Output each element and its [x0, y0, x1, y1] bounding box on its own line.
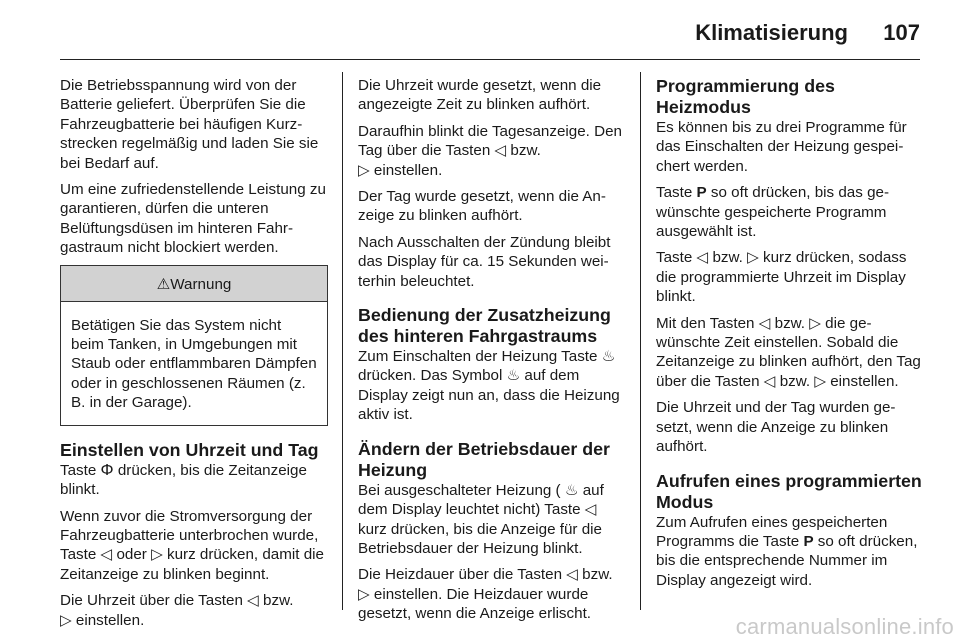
right-key-icon: ▷ — [358, 160, 370, 179]
warning-header — [61, 266, 327, 302]
left-key-icon: ◁ — [758, 313, 771, 332]
paragraph-program-set: Die Uhrzeit und der Tag wurden gesetzt, wenn die Anzeige zu blinken aufhört. — [656, 399, 896, 456]
chapter-title: Klimatisierung — [695, 20, 848, 45]
paragraph-set-time: Die Uhrzeit über die Tasten ◁ bzw. ▷ einstellen. — [60, 591, 294, 629]
paragraph-set-program-time: Mit den Tasten ◁ bzw. ▷ die gewünschte Zeit einstellen. Sobald die Zeitanzeige zu blinken aufhört, den Tag über die Tasten ◁ bzw. ▷ einstellen. — [656, 313, 921, 390]
right-key-icon: ▷ — [60, 610, 72, 629]
paragraph-clock-key: Taste Ф drücken, bis die Zeitanzeige blinkt. — [60, 460, 307, 499]
paragraph-p-key: Taste P so oft drücken, bis das gewünschte gespeicherte Programm ausgewählt ist. — [656, 184, 890, 241]
warning-title: Warnung — [170, 275, 232, 293]
heading-recall-program: Aufrufen eines programmierten Modus — [656, 470, 922, 512]
page-number: 107 — [883, 20, 920, 45]
paragraph-time-set: Die Uhrzeit wurde gesetzt, wenn die angezeigte Zeit zu blinken aufhört. — [358, 77, 602, 114]
left-key-icon: ◁ — [247, 591, 259, 610]
heading-program-mode: Programmierung des Heizmodus — [656, 76, 835, 117]
column-1 — [60, 76, 328, 637]
heading-change-duration: Ändern der Betriebsdauer der Heizung — [358, 438, 610, 480]
right-key-icon: ▷ — [809, 313, 821, 332]
left-key-icon: ◁ — [566, 565, 578, 584]
left-key-icon: ◁ — [584, 500, 597, 519]
p-key-label: P — [696, 184, 707, 202]
paragraph-duration: Bei ausgeschalteter Heizung ( ♨ auf dem Display leuchtet nicht) Taste ◁ kurz drücken, bis die Anzeige für die Betriebsdauer der Heizung blinkt. — [358, 480, 604, 557]
warning-text: Betätigen Sie das System nicht beim Tanken, in Umgebungen mit Staub oder entflammbaren Dämpfen oder in geschlossenen Räumen (z. B. in der Garage). — [71, 316, 317, 412]
paragraph-battery: Die Betriebsspannung wird von der Batterie geliefert. Überprüfen Sie die Fahrzeugbatterie bei häufigen Kurzstrecken regelmäßig und laden Sie sie bei Bedarf auf. — [60, 77, 319, 172]
left-key-icon: ◁ — [100, 545, 113, 564]
column-divider-1 — [342, 72, 343, 610]
heater-icon: ♨ — [506, 366, 521, 385]
clock-key-icon: Ф — [100, 460, 114, 479]
watermark: carmanualsonline.info — [735, 614, 954, 639]
paragraph-recall: Zum Aufrufen eines gespeicherten Programms die Taste P so oft drücken, bis die entsprechende Nummer im Display angezeigt wird. — [656, 513, 918, 589]
heading-operate-heater: Bedienung der Zusatzheizung des hinteren Fahrgastraums — [358, 305, 611, 347]
paragraph-heating-time: Die Heizdauer über die Tasten ◁ bzw. ▷ einstellen. Die Heizdauer wurde gesetzt, wenn die Anzeige erlischt. — [358, 565, 613, 623]
column-2 — [358, 76, 624, 631]
paragraph-display-light: Nach Ausschalten der Zündung bleibt das Display für ca. 15 Sekunden weiterhin beleuchtet. — [358, 233, 611, 290]
column-divider-2 — [640, 72, 641, 610]
right-key-icon: ▷ — [358, 584, 370, 603]
heater-icon: ♨ — [601, 347, 616, 366]
heading-set-clock: Einstellen von Uhrzeit und Tag — [60, 439, 319, 460]
warning-icon: ⚠ — [156, 274, 171, 293]
paragraph-day-set: Der Tag wurde gesetzt, wenn die Anzeige zu blinken aufhört. — [358, 188, 606, 225]
paragraph-power-loss: Wenn zuvor die Stromversorgung der Fahrzeugbatterie unterbrochen wurde, Taste ◁ oder ▷ kurz drücken, damit die Zeitanzeige zu blinken beginnt. — [60, 507, 324, 583]
right-key-icon: ▷ — [151, 545, 163, 564]
paragraph-day-display: Daraufhin blinkt die Tagesanzeige. Den Tag über die Tasten ◁ bzw. ▷ einstellen. — [358, 122, 622, 179]
paragraph-vents: Um eine zufriedenstellende Leistung zu garantieren, dürfen die unteren Belüftungsdüsen im hinteren Fahrgastraum nicht blockiert werden. — [60, 181, 326, 257]
column-3 — [656, 76, 924, 597]
paragraph-heater-on: Zum Einschalten der Heizung Taste ♨ drücken. Das Symbol ♨ auf dem Display zeigt nun an, dass die Heizung aktiv ist. — [358, 347, 620, 424]
heater-icon: ♨ — [564, 480, 579, 499]
left-key-icon: ◁ — [763, 371, 776, 390]
left-key-icon: ◁ — [696, 248, 709, 267]
p-key-label: P — [803, 532, 814, 550]
right-key-icon: ▷ — [814, 371, 827, 390]
page-header — [60, 14, 920, 60]
paragraph-programs: Es können bis zu drei Programme für das Einschalten der Heizung gespeichert werden. — [656, 119, 907, 175]
right-key-icon: ▷ — [747, 248, 759, 267]
warning-box — [60, 265, 328, 426]
left-key-icon: ◁ — [494, 141, 507, 160]
paragraph-blink-time: Taste ◁ bzw. ▷ kurz drücken, sodass die programmierte Uhrzeit im Display blinkt. — [656, 248, 907, 306]
